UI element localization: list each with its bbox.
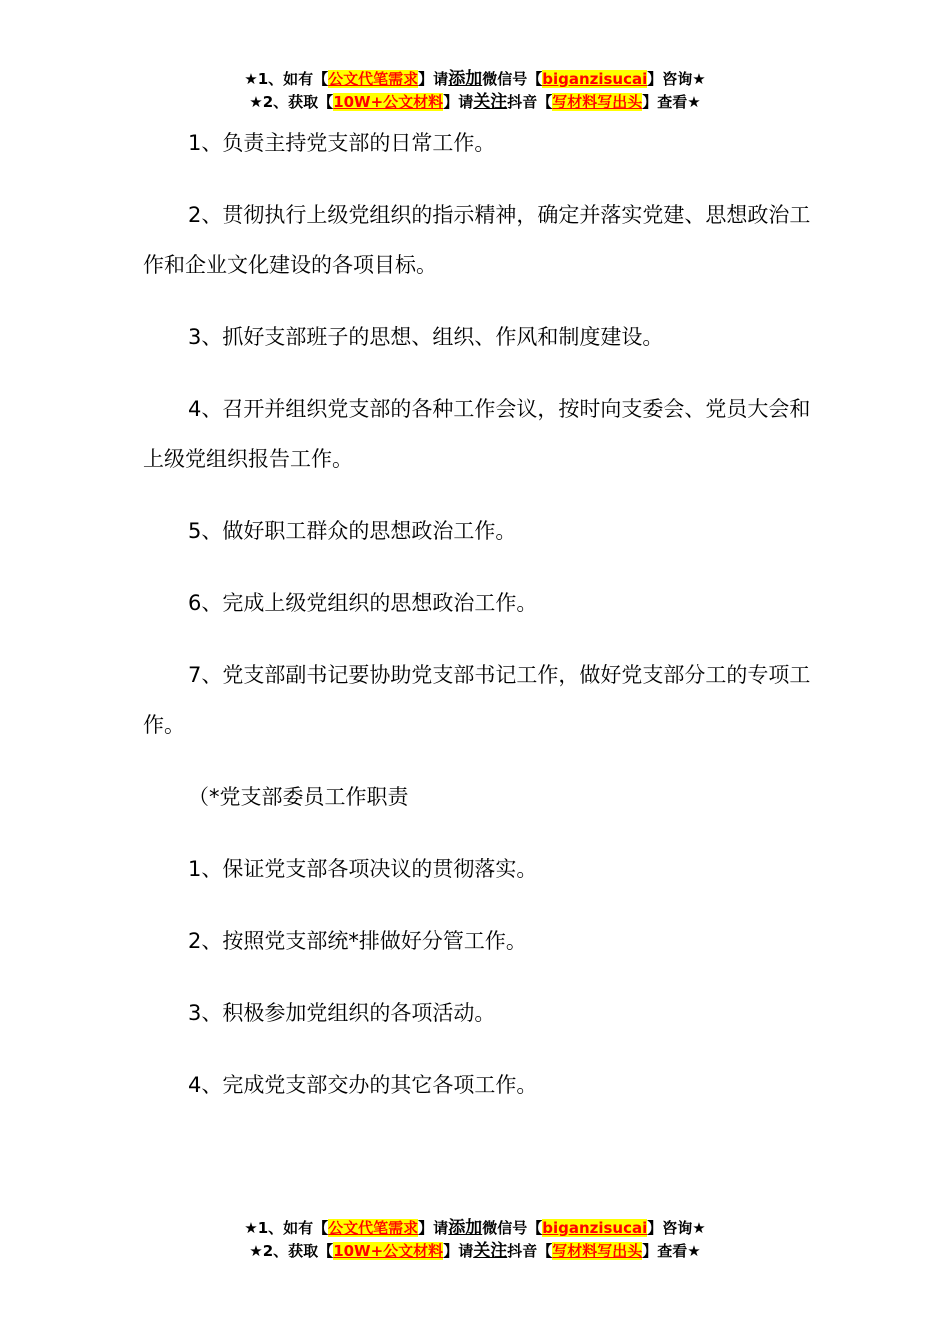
banner-text: ★2、获取【 [249,1242,334,1260]
footer-banner [0,1217,950,1263]
banner-text: ★1、如有【 [244,70,329,88]
banner-line-1 [0,68,950,91]
banner-text: 】请 [443,93,474,111]
paragraph: 4、完成党支部交办的其它各项工作。 [188,1073,538,1097]
banner-text: 抖音【 [507,93,553,111]
highlight-materials: 10W+公文材料 [333,1242,444,1260]
paragraph: 2、贯彻执行上级党组织的指示精神，确定并落实党建、思想政治工作和企业文化建设的各项目标。 [143,203,811,277]
banner-text: 】请 [443,1242,474,1260]
paragraph: 1、负责主持党支部的日常工作。 [188,131,496,155]
highlight-wechat-id: biganzisucai [542,1219,648,1237]
banner-emphasis: 添加 [448,69,483,89]
header-banner [0,68,950,114]
banner-text: 抖音【 [507,1242,553,1260]
banner-emphasis: 添加 [448,1218,483,1238]
paragraph: 2、按照党支部统*排做好分管工作。 [188,929,527,953]
highlight-douyin-account: 写材料写出头 [552,93,643,111]
banner-text: 微信号【 [482,70,543,88]
banner-text: 】咨询★ [647,1219,706,1237]
highlight-wechat-id: biganzisucai [542,70,648,88]
paragraph: 3、抓好支部班子的思想、组织、作风和制度建设。 [188,325,664,349]
banner-emphasis: 关注 [473,92,508,112]
paragraph: 6、完成上级党组织的思想政治工作。 [188,591,538,615]
paragraph: 7、党支部副书记要协助党支部书记工作，做好党支部分工的专项工作。 [143,663,811,737]
highlight-service: 公文代笔需求 [328,1219,419,1237]
highlight-materials: 10W+公文材料 [333,93,444,111]
highlight-douyin-account: 写材料写出头 [552,1242,643,1260]
banner-line-2 [0,1240,950,1263]
banner-emphasis: 关注 [473,1241,508,1261]
banner-line-1 [0,1217,950,1240]
paragraph: 1、保证党支部各项决议的贯彻落实。 [188,857,538,881]
banner-text: 】咨询★ [647,70,706,88]
banner-text: ★1、如有【 [244,1219,329,1237]
section-heading: （*党支部委员工作职责 [188,785,409,809]
banner-text: 】请 [418,70,449,88]
banner-line-2 [0,91,950,114]
highlight-service: 公文代笔需求 [328,70,419,88]
banner-text: ★2、获取【 [249,93,334,111]
paragraph: 4、召开并组织党支部的各种工作会议，按时向支委会、党员大会和上级党组织报告工作。 [143,397,811,471]
paragraph: 5、做好职工群众的思想政治工作。 [188,519,517,543]
banner-text: 】请 [418,1219,449,1237]
document-body [143,118,813,1132]
banner-text: 】查看★ [642,1242,701,1260]
banner-text: 】查看★ [642,93,701,111]
paragraph: 3、积极参加党组织的各项活动。 [188,1001,496,1025]
banner-text: 微信号【 [482,1219,543,1237]
